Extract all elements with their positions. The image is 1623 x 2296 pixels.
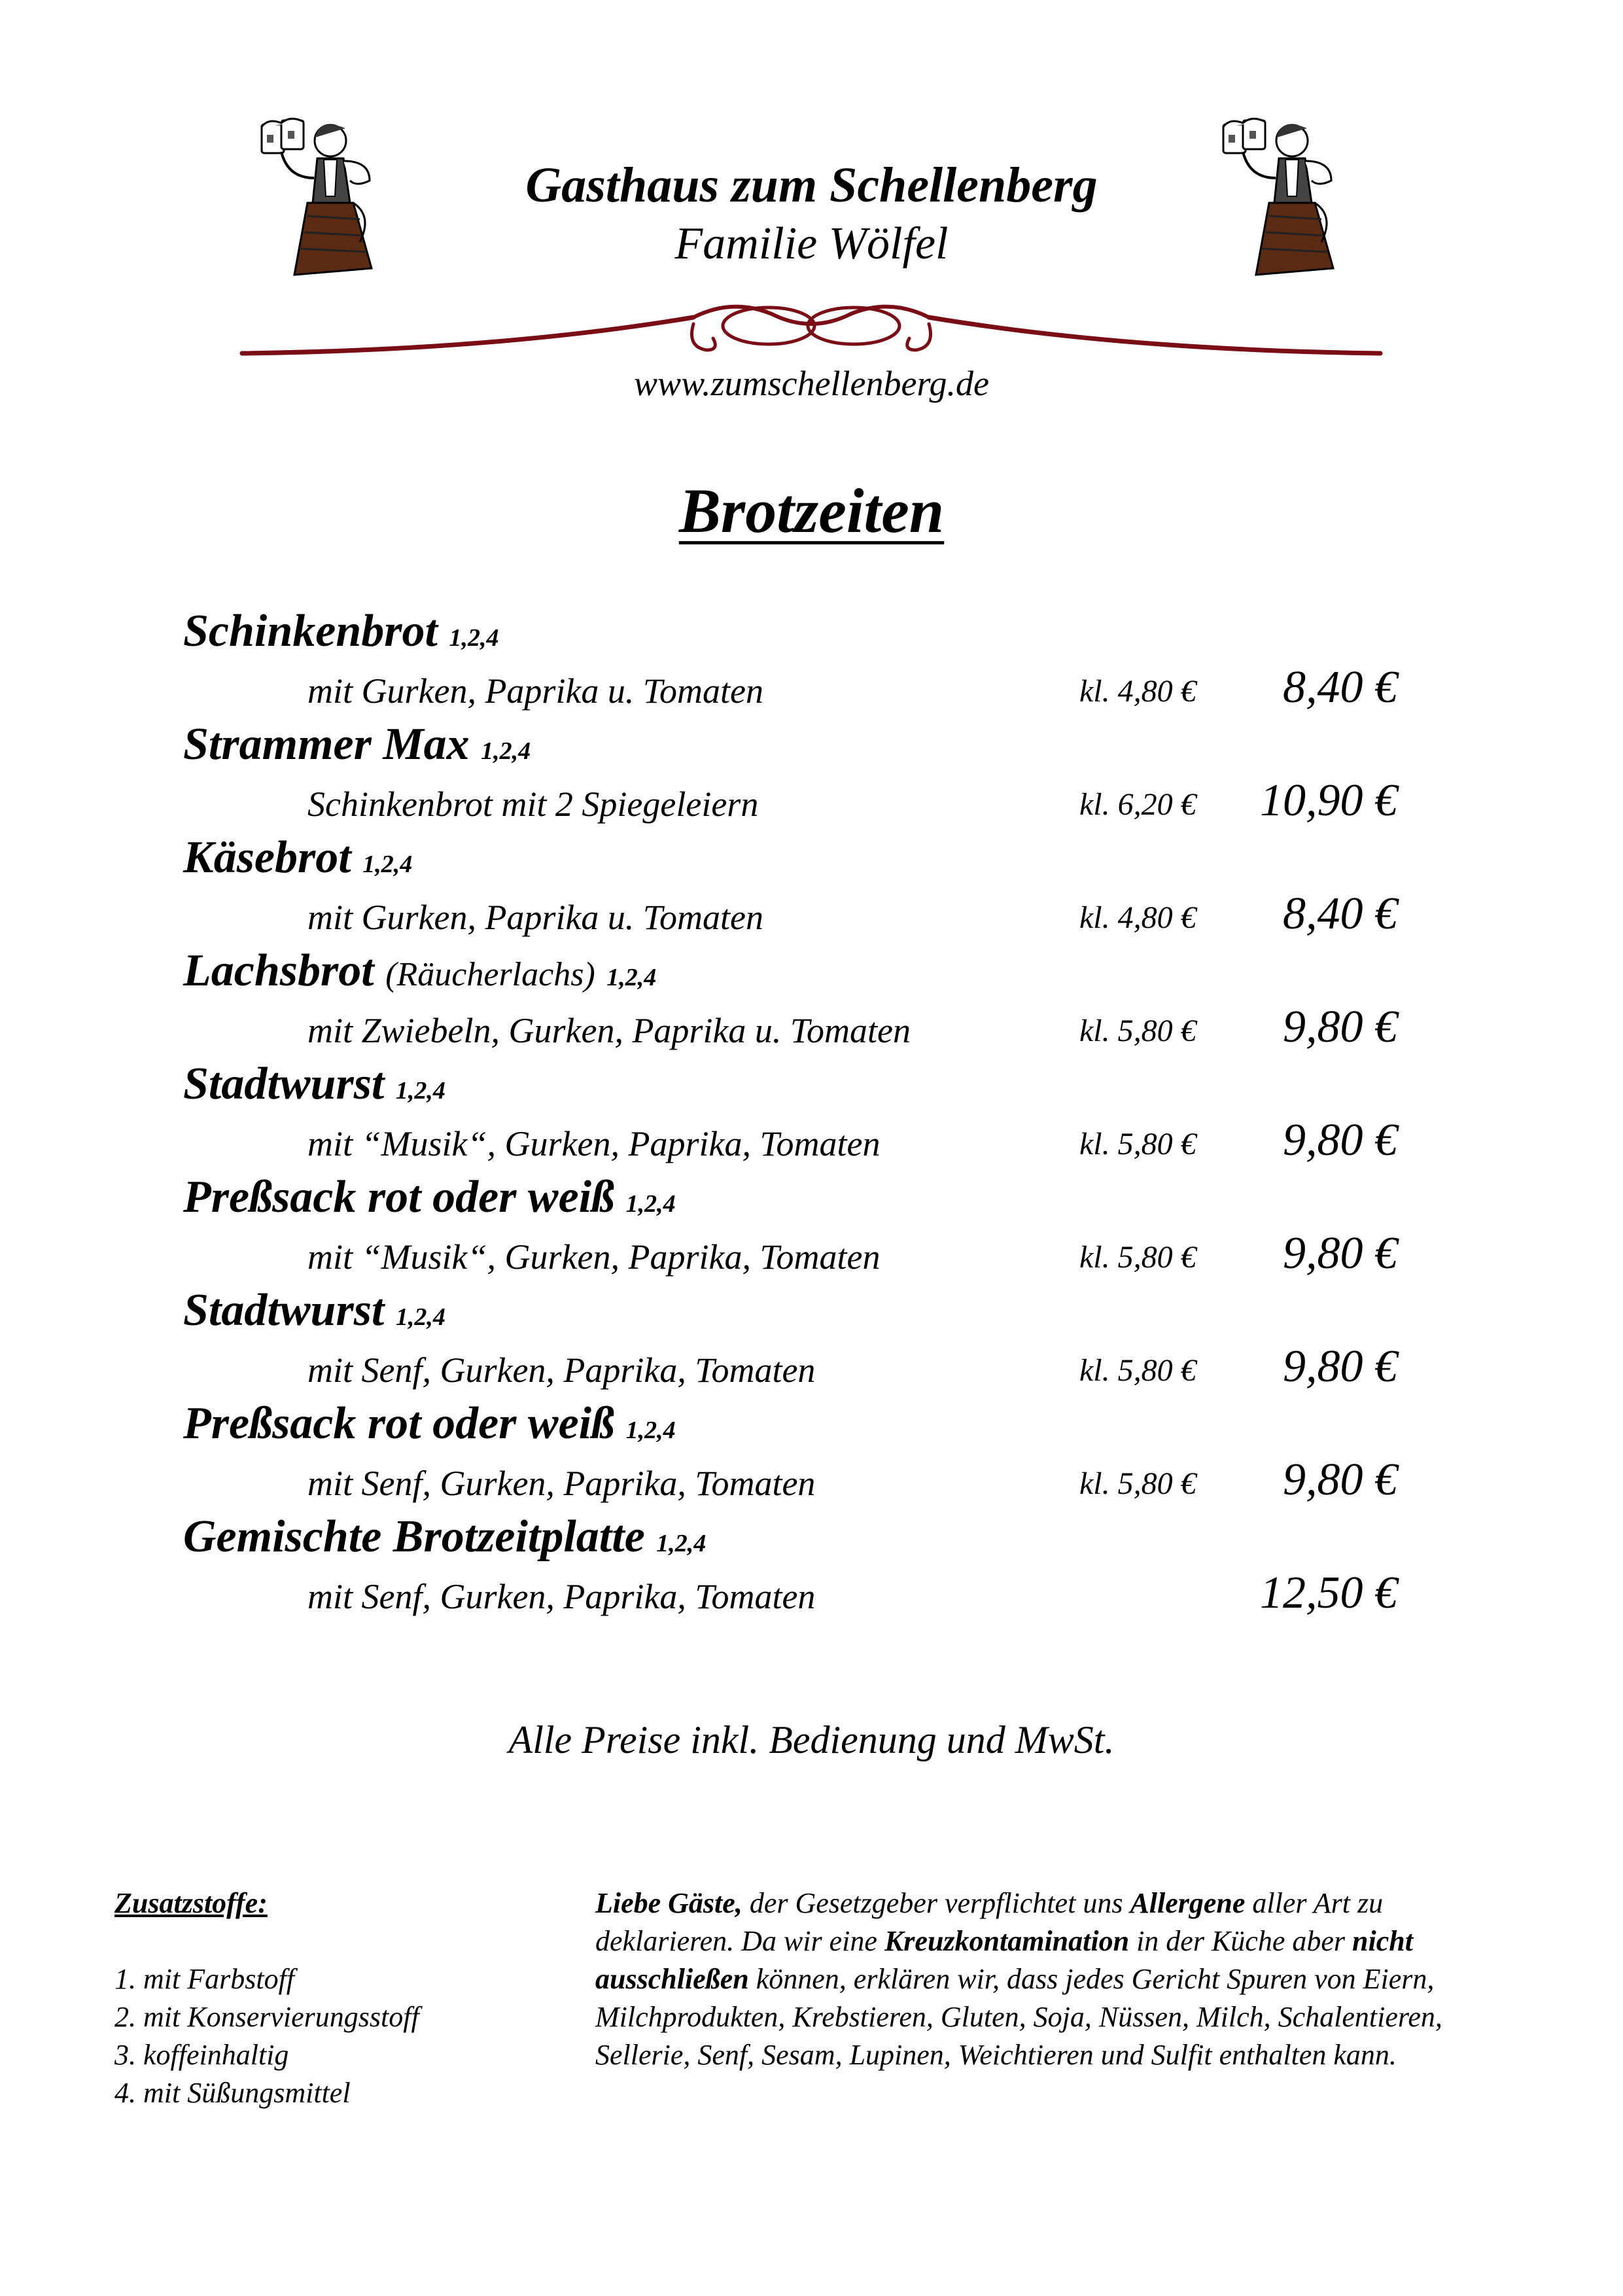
item-title: Stadtwurst: [183, 1059, 385, 1109]
additive-item: 1. mit Farbstoff: [114, 1963, 295, 1995]
small-price: kl. 5,80 €: [1079, 1127, 1196, 1161]
ornament-divider-icon: [236, 288, 1387, 360]
allergen-text: aller Art zu deklarieren. Da wir eine: [595, 1887, 1384, 1957]
small-price: kl. 5,80 €: [1079, 1014, 1196, 1048]
menu-item-name: [183, 1171, 676, 1224]
item-title: Schinkenbrot: [183, 606, 438, 656]
item-title: Stadtwurst: [183, 1285, 385, 1335]
allergen-text: der Gesetzgeber verpflichtet uns: [742, 1887, 1130, 1919]
small-price: kl. 6,20 €: [1079, 787, 1196, 822]
menu-item-name: [183, 718, 531, 771]
item-additives: 1,2,4: [625, 1190, 676, 1218]
additives-title: Zusatzstoffe:: [114, 1887, 268, 1919]
item-note: (Räucherlachs): [385, 956, 595, 993]
item-title: Käsebrot: [183, 832, 351, 883]
additive-item: 2. mit Konservierungsstoff: [114, 2001, 419, 2033]
menu-item-description: Schinkenbrot mit 2 Spiegeleiern: [307, 785, 759, 824]
menu-item-name: [183, 1284, 445, 1337]
additive-item: 4. mit Süßungsmittel: [114, 2077, 351, 2109]
menu-item-description: mit Zwiebeln, Gurken, Paprika u. Tomaten: [307, 1011, 911, 1050]
item-title: Lachsbrot: [183, 945, 374, 996]
allergen-keyword: nicht ausschließen: [595, 1925, 1413, 1995]
item-additives: 1,2,4: [625, 1417, 676, 1444]
item-price: 9,80 €: [1283, 1455, 1397, 1505]
website-link[interactable]: www.zumschellenberg.de: [634, 364, 989, 403]
item-price: 12,50 €: [1260, 1568, 1397, 1618]
allergen-text: in der Küche aber: [1129, 1925, 1353, 1957]
menu-item-name: [183, 945, 656, 997]
allergen-keyword: Allergene: [1130, 1887, 1246, 1919]
allergen-greeting: Liebe Gäste,: [595, 1887, 742, 1919]
price-note: Alle Preise inkl. Bedienung und MwSt.: [508, 1718, 1115, 1761]
item-additives: 1,2,4: [481, 737, 531, 765]
item-price: 8,40 €: [1283, 889, 1397, 939]
item-price: 9,80 €: [1283, 1002, 1397, 1052]
family-name: Familie Wölfel: [674, 219, 949, 269]
allergen-keyword: Kreuzkontamination: [884, 1925, 1130, 1957]
item-title: Strammer Max: [183, 719, 470, 769]
item-additives: 1,2,4: [449, 624, 499, 652]
menu-item-description: mit “Musik“, Gurken, Paprika, Tomaten: [307, 1237, 881, 1277]
item-title: Gemischte Brotzeitplatte: [183, 1511, 645, 1562]
item-additives: 1,2,4: [395, 1303, 445, 1331]
menu-item-description: mit Senf, Gurken, Paprika, Tomaten: [307, 1351, 816, 1390]
item-additives: 1,2,4: [395, 1077, 445, 1104]
item-additives: 1,2,4: [656, 1530, 707, 1557]
menu-item-name: [183, 1058, 445, 1110]
small-price: kl. 4,80 €: [1079, 900, 1196, 935]
item-price: 9,80 €: [1283, 1228, 1397, 1279]
section-heading: Brotzeiten: [678, 476, 945, 546]
item-title: Preßsack rot oder weiß: [183, 1172, 615, 1222]
small-price: kl. 5,80 €: [1079, 1466, 1196, 1501]
additive-item: 3. koffeinhaltig: [114, 2039, 289, 2071]
menu-item-description: mit Senf, Gurken, Paprika, Tomaten: [307, 1577, 816, 1616]
small-price: kl. 4,80 €: [1079, 674, 1196, 709]
item-price: 9,80 €: [1283, 1341, 1397, 1392]
small-price: kl. 5,80 €: [1079, 1353, 1196, 1388]
allergen-notice: [595, 1884, 1498, 2074]
item-additives: 1,2,4: [606, 964, 657, 991]
menu-item-name: [183, 832, 412, 884]
restaurant-name: Gasthaus zum Schellenberg: [525, 158, 1098, 213]
item-price: 10,90 €: [1260, 775, 1397, 826]
menu-item-description: mit Senf, Gurken, Paprika, Tomaten: [307, 1464, 816, 1503]
item-additives: 1,2,4: [362, 851, 413, 878]
item-price: 8,40 €: [1283, 662, 1397, 713]
menu-item-description: mit Gurken, Paprika u. Tomaten: [307, 671, 763, 711]
item-title: Preßsack rot oder weiß: [183, 1398, 615, 1449]
menu-item-name: [183, 1511, 706, 1563]
menu-item-description: mit Gurken, Paprika u. Tomaten: [307, 898, 763, 937]
menu-item-name: [183, 1398, 676, 1450]
allergen-text: können, erklären wir, dass jedes Gericht Spuren von Eiern, Milchprodukten, Krebstieren, Gluten, Soja, Nüssen, Milch, Schalentieren, Sellerie, Senf, Sesam, Lupinen, Weichtieren und Sulfit enthalten kann.: [595, 1963, 1442, 2071]
menu-item-name: [183, 605, 499, 658]
small-price: kl. 5,80 €: [1079, 1240, 1196, 1275]
additives-legend: [114, 1884, 419, 2112]
item-price: 9,80 €: [1283, 1115, 1397, 1165]
menu-item-description: mit “Musik“, Gurken, Paprika, Tomaten: [307, 1124, 881, 1163]
